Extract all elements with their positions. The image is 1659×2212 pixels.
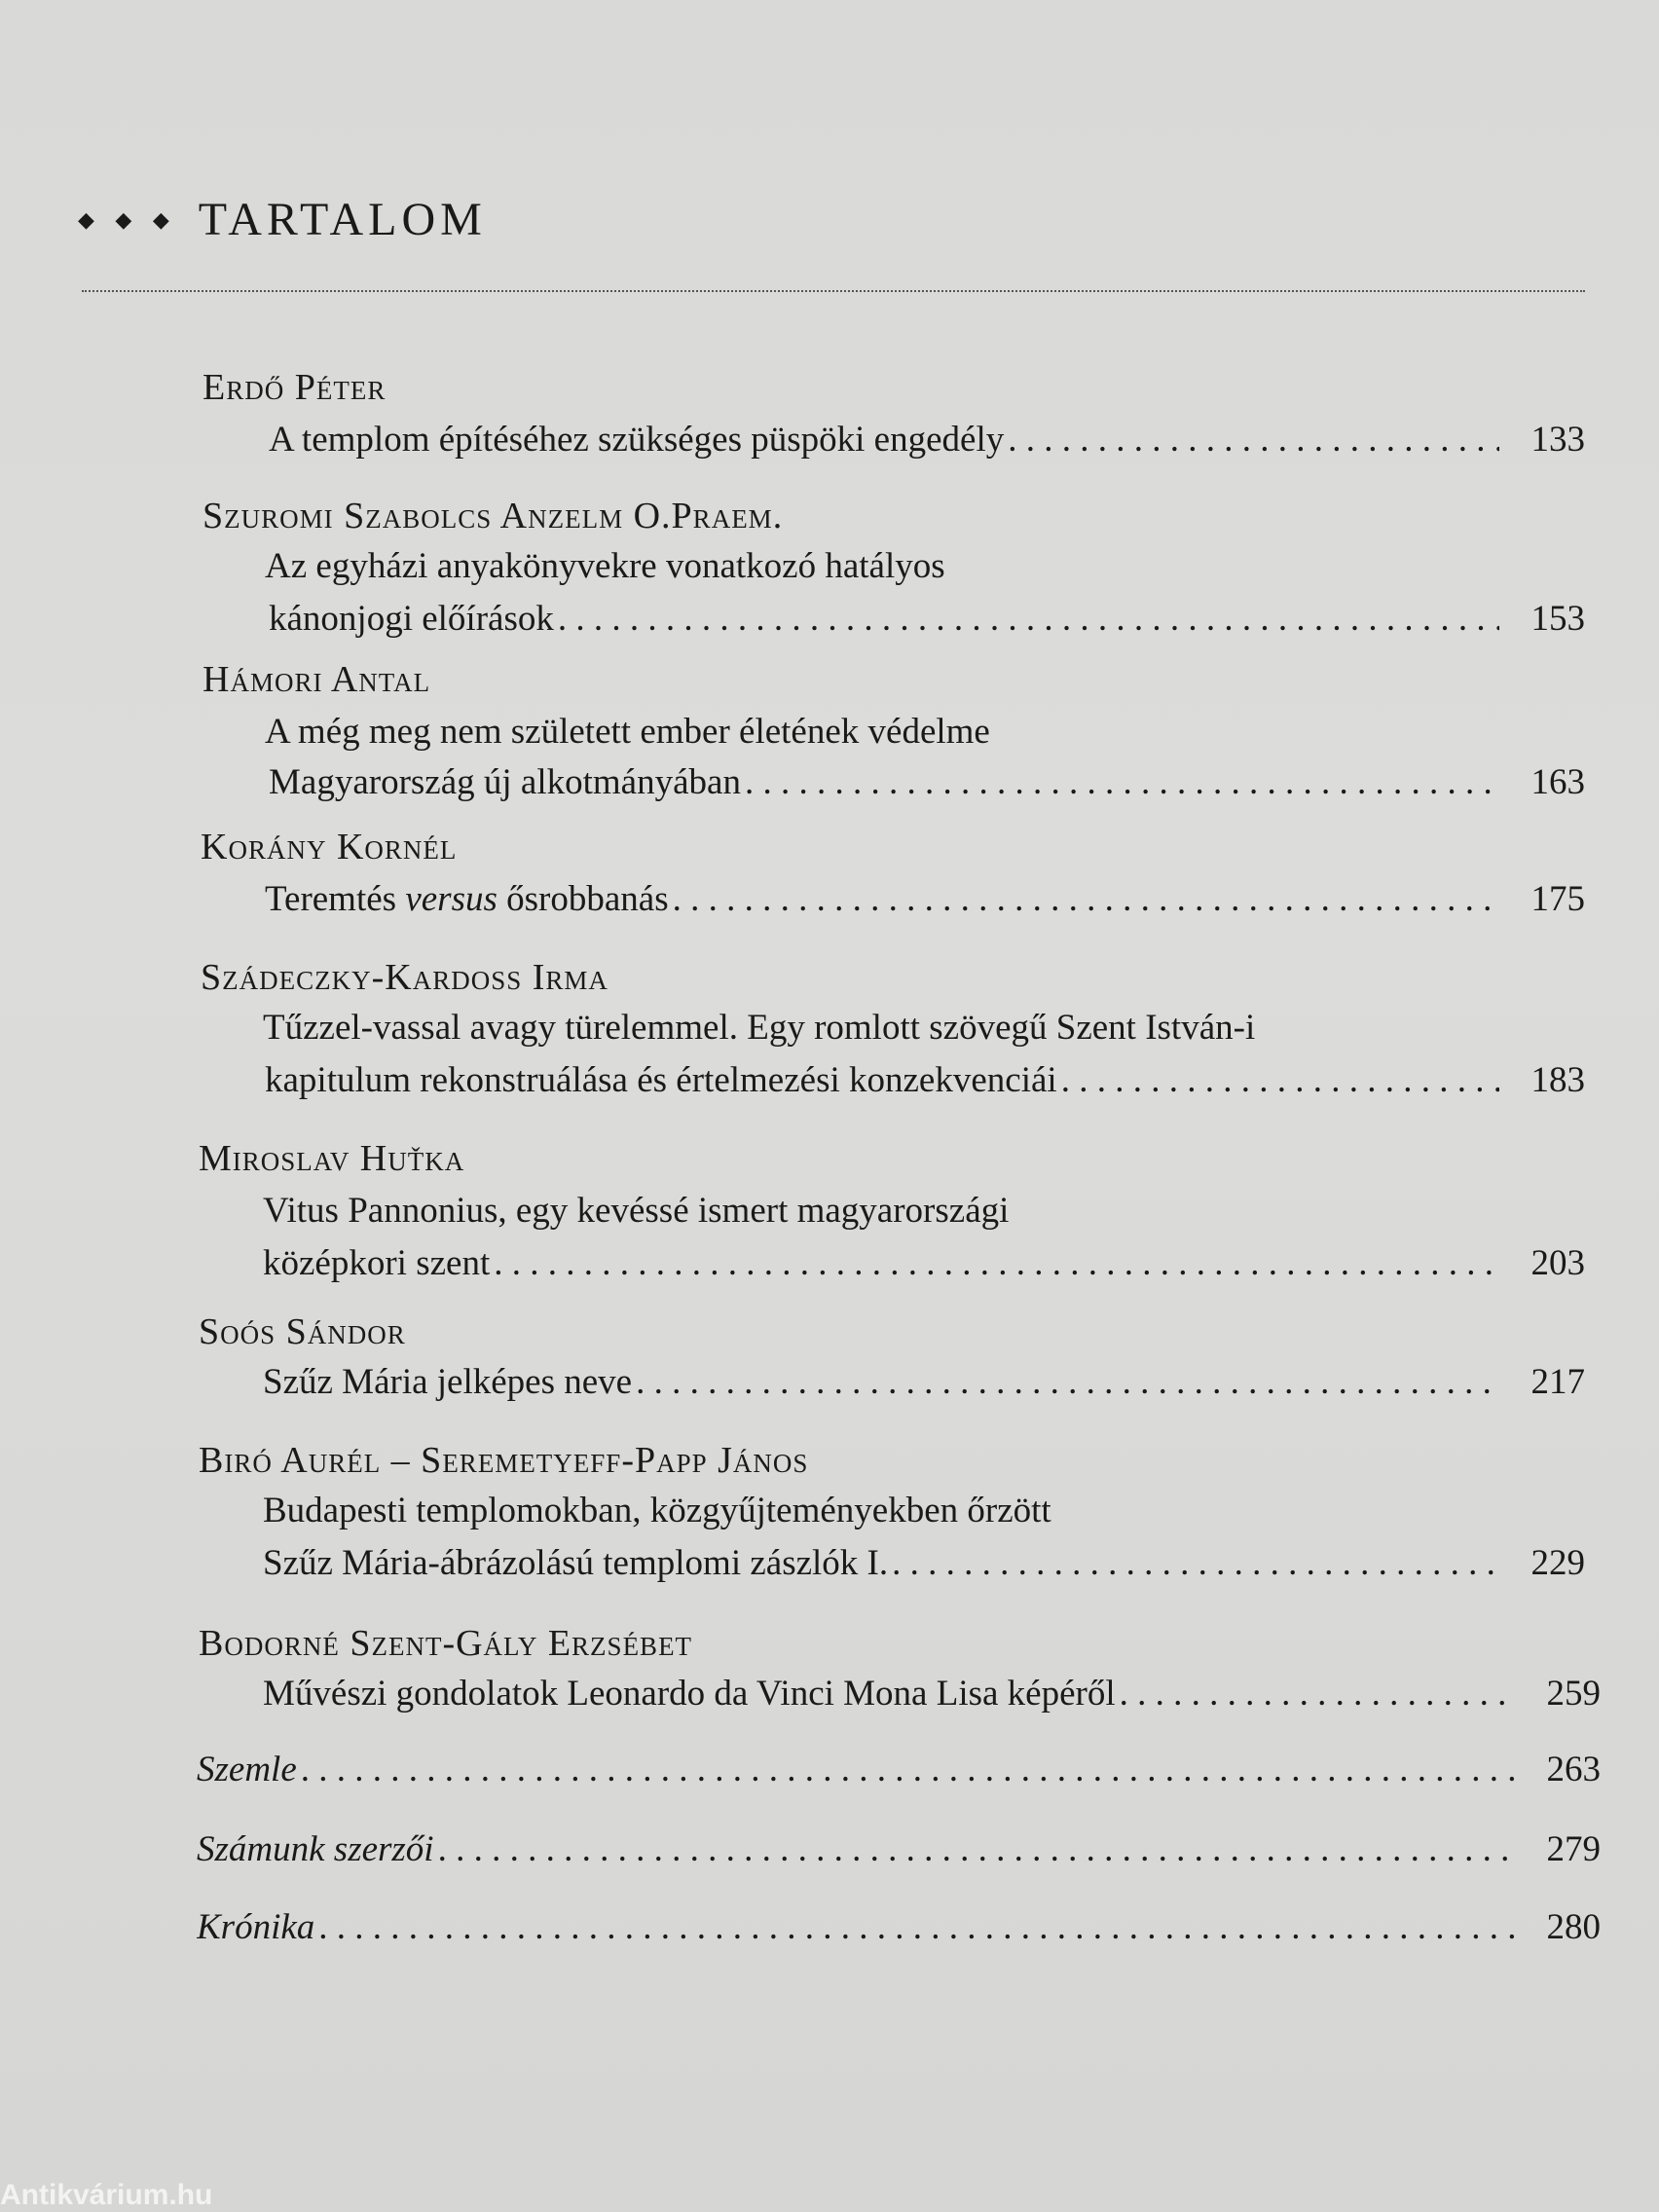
leader-dots xyxy=(558,598,1499,640)
page-title: TARTALOM xyxy=(198,194,487,245)
leader-dots xyxy=(494,1242,1499,1284)
leader-dots xyxy=(745,761,1499,803)
toc-header xyxy=(78,193,487,246)
entry-title-line: A templom építéséhez szükséges püspöki engedély . . . 133 xyxy=(269,419,1585,461)
entry-author: Biró Aurél – Seremetyeff-Papp János xyxy=(199,1440,809,1481)
entry-title-line: Művészi gondolatok Leonardo da Vinci Mona Lisa képéről . . . 259 xyxy=(263,1673,1601,1714)
entry-author: Soós Sándor xyxy=(199,1311,406,1352)
page-number: 163 xyxy=(1530,762,1585,802)
section-line xyxy=(197,1828,1601,1870)
entry-title-line: Szűz Mária jelképes neve . . . 217 xyxy=(263,1361,1585,1403)
entry-title-line: középkori szent . . . 203 xyxy=(263,1242,1585,1284)
entry-author: Miroslav Huťka xyxy=(199,1138,465,1179)
entry-title-line: Budapesti templomokban, közgyűjteményekben őrzött xyxy=(263,1491,1051,1530)
page-number: 279 xyxy=(1546,1829,1601,1869)
leader-dots xyxy=(892,1542,1499,1584)
entry-title-line: Szűz Mária-ábrázolású templomi zászlók I. . . . 229 xyxy=(263,1542,1585,1584)
leader-dots xyxy=(673,878,1499,920)
leader-dots xyxy=(318,1906,1515,1948)
entry-title-line: A még meg nem született ember életének védelme xyxy=(265,712,990,752)
page-number: 153 xyxy=(1530,599,1585,639)
entry-author: Hámori Antal xyxy=(203,659,431,700)
dotted-divider xyxy=(82,290,1585,292)
section-title: Szemle xyxy=(197,1750,297,1789)
leader-dots xyxy=(1008,419,1499,461)
entry-author: Erdő Péter xyxy=(203,367,387,408)
leader-dots xyxy=(1120,1673,1515,1714)
page-number: 217 xyxy=(1530,1362,1585,1402)
page-number: 203 xyxy=(1530,1243,1585,1283)
page-number: 133 xyxy=(1530,420,1585,460)
diamond-ornament-icon: ◆ ◆ ◆ xyxy=(78,206,177,232)
entry-author: Bodorné Szent-Gály Erzsébet xyxy=(199,1623,693,1664)
section-line xyxy=(197,1749,1601,1790)
leader-dots xyxy=(301,1749,1515,1790)
entry-title-line: kánonjogi előírások . . . 153 xyxy=(269,598,1585,640)
page-number: 263 xyxy=(1546,1750,1601,1789)
leader-dots xyxy=(1061,1059,1499,1101)
page-number: 183 xyxy=(1530,1060,1585,1100)
watermark: Antikvárium.hu xyxy=(0,2179,213,2211)
page-number: 259 xyxy=(1546,1674,1601,1714)
section-title: Krónika xyxy=(197,1907,315,1947)
leader-dots xyxy=(438,1828,1515,1870)
section-title: Számunk szerzői xyxy=(197,1829,434,1869)
entry-title-line: kapitulum rekonstruálása és értelmezési konzekvenciái . . . 183 xyxy=(265,1059,1585,1101)
entry-title-line: Tűzzel-vassal avagy türelemmel. Egy romlott szövegű Szent István-i xyxy=(263,1008,1256,1048)
entry-title-line: Magyarország új alkotmányában . . . 163 xyxy=(269,761,1585,803)
page-number: 280 xyxy=(1546,1907,1601,1947)
entry-author: Szuromi Szabolcs Anzelm O.Praem. xyxy=(203,496,784,536)
page-number: 229 xyxy=(1530,1543,1585,1583)
page-number: 175 xyxy=(1530,879,1585,919)
entry-title-line: Az egyházi anyakönyvekre vonatkozó hatályos xyxy=(265,546,945,586)
entry-author: Korány Kornél xyxy=(201,827,458,867)
entry-title-line: Teremtés versus ősrobbanás . . . 175 xyxy=(265,878,1585,920)
section-line xyxy=(197,1906,1601,1948)
entry-title-line: Vitus Pannonius, egy kevéssé ismert magyarországi xyxy=(263,1191,1010,1231)
leader-dots xyxy=(636,1361,1499,1403)
entry-author: Szádeczky-Kardoss Irma xyxy=(201,957,608,998)
